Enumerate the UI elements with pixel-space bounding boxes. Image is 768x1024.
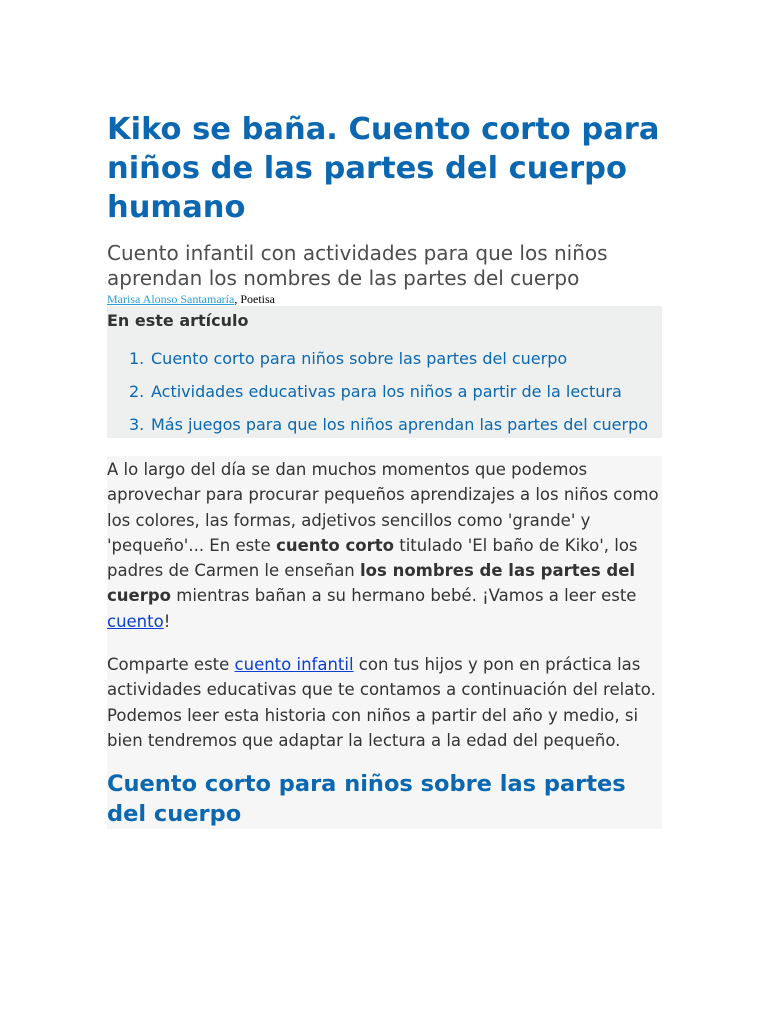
toc-item-2[interactable] [129, 381, 662, 403]
toc-item-1[interactable] [129, 348, 662, 370]
toc-heading: En este artículo [107, 311, 249, 330]
toc-item-label[interactable]: Más juegos para que los niños aprendan las partes del cuerpo [151, 415, 649, 434]
byline [107, 292, 662, 306]
toc-item-number: 3. [129, 415, 145, 434]
paragraph-text: mientras bañan a su hermano bebé. ¡Vamos a leer este [171, 586, 637, 606]
page-title: Kiko se baña. Cuento corto para niños de las partes del cuerpo humano [107, 112, 660, 225]
share-paragraph [107, 652, 662, 753]
author-role: , Poetisa [234, 292, 275, 306]
section-heading: Cuento corto para niños sobre las partes del cuerpo [107, 771, 626, 828]
toc-item-label[interactable]: Cuento corto para niños sobre las partes del cuerpo [151, 349, 568, 368]
page-subtitle: Cuento infantil con actividades para que los niños aprendan los nombres de las partes del cuerpo [107, 241, 608, 290]
toc-item-number: 2. [129, 382, 145, 401]
bold-text: los nombres de las partes del cuerpo [107, 561, 636, 606]
paragraph-text: titulado 'El baño de Kiko', los padres de Carmen le enseñan [107, 535, 638, 581]
cuento-infantil-link[interactable]: cuento infantil [234, 655, 354, 675]
cuento-link[interactable]: cuento [107, 611, 164, 631]
intro-paragraph [107, 457, 662, 634]
paragraph-text: ! [163, 611, 171, 631]
author-link[interactable]: Marisa Alonso Santamaría [107, 292, 235, 306]
article-page [107, 110, 662, 829]
paragraph-text: con tus hijos y pon en práctica las actividades educativas que te contamos a continuación del relato. Podemos leer esta historia con niños a partir del año y medio, si bien tendremos que adaptar la lectura a la edad del pequeño. [107, 655, 656, 750]
article-body [107, 456, 662, 829]
toc-item-label[interactable]: Actividades educativas para los niños a partir de la lectura [151, 382, 622, 401]
bold-text: cuento corto [276, 535, 394, 555]
paragraph-text: Comparte este [107, 655, 235, 675]
table-of-contents [107, 306, 662, 438]
toc-list [107, 348, 662, 436]
toc-item-number: 1. [129, 349, 145, 368]
toc-item-3[interactable] [129, 414, 662, 436]
paragraph-text: A lo largo del día se dan muchos momentos que podemos aprovechar para procurar pequeños aprendizajes a los niños como los colores, las formas, adjetivos sencillos como 'grande' y 'pequeño'... En este [107, 460, 659, 555]
